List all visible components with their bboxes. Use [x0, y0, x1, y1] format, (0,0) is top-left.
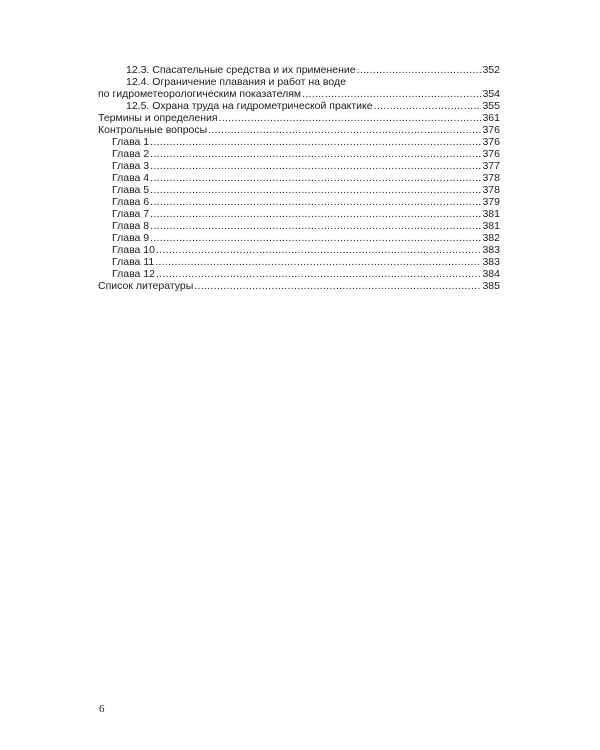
toc-leader-dots: [150, 232, 481, 244]
toc-leader-dots: [155, 256, 481, 268]
toc-leader-dots: [150, 220, 481, 232]
toc-entry-page: 384: [482, 268, 500, 280]
toc-entry-label: 12.3. Спасательные средства и их применение: [126, 64, 356, 76]
toc-leader-dots: [208, 124, 481, 136]
toc-entry-page: 382: [482, 232, 500, 244]
toc-entry: [98, 208, 500, 220]
toc-entry: [98, 220, 500, 232]
toc-entry-page: 352: [482, 64, 500, 76]
toc-entry: [98, 112, 500, 124]
toc-entry: [98, 184, 500, 196]
toc-entry-label: Глава 3: [112, 160, 150, 172]
toc-leader-dots: [150, 160, 481, 172]
toc-entry-page: 376: [482, 148, 500, 160]
toc-leader-dots: [194, 280, 481, 292]
toc-entry: [98, 148, 500, 160]
toc-entry-page: 376: [482, 124, 500, 136]
toc-entry: [98, 268, 500, 280]
toc-entry-label: Глава 8: [112, 220, 150, 232]
toc-entry: [98, 172, 500, 184]
toc-entry-label: 12.4. Ограничение плавания и работ на воде: [126, 76, 346, 88]
toc-entry-page: 385: [482, 280, 500, 292]
toc-entry-label: Глава 7: [112, 208, 150, 220]
toc-entry-page: 377: [482, 160, 500, 172]
toc-entry-label: Список литературы: [98, 280, 194, 292]
toc-entry-label: 12.5. Охрана труда на гидрометрической практике: [126, 100, 373, 112]
toc-entry-page: 383: [482, 256, 500, 268]
toc-entry-page: 381: [482, 208, 500, 220]
toc-entry: [98, 136, 500, 148]
toc-leader-dots: [150, 136, 481, 148]
toc-entry-page: 378: [482, 184, 500, 196]
toc-leader-dots: [156, 268, 482, 280]
toc-leader-dots: [156, 244, 482, 256]
toc-entry-label: Глава 4: [112, 172, 150, 184]
toc-entry-page: 383: [482, 244, 500, 256]
toc-leader-dots: [150, 196, 481, 208]
toc-entry: [98, 88, 500, 100]
toc-entry: [98, 124, 500, 136]
toc-leader-dots: [150, 148, 481, 160]
toc-leader-dots: [357, 64, 482, 76]
toc-leader-dots: [374, 100, 482, 112]
toc-entry-page: 361: [482, 112, 500, 124]
toc-entry-page: 376: [482, 136, 500, 148]
toc-entry-page: 381: [482, 220, 500, 232]
toc-entry: [98, 280, 500, 292]
toc-entry-label: Глава 6: [112, 196, 150, 208]
toc-entry: [98, 256, 500, 268]
toc-entry: [98, 196, 500, 208]
toc-entry-page: 355: [482, 100, 500, 112]
toc-entry-label: Термины и определения: [98, 112, 218, 124]
toc-entry: [98, 244, 500, 256]
toc-entry: [98, 76, 500, 88]
toc-entry-label: Глава 5: [112, 184, 150, 196]
toc-entry: [98, 100, 500, 112]
toc-entry-page: 379: [482, 196, 500, 208]
toc-entry: [98, 64, 500, 76]
toc-leader-dots: [150, 184, 481, 196]
toc-entry-label: Контрольные вопросы: [98, 124, 208, 136]
toc-entry-label: Глава 11: [112, 256, 155, 268]
toc-leader-dots: [219, 112, 482, 124]
toc-entry-label: Глава 12: [112, 268, 155, 280]
toc-entry-label: по гидрометеорологическим показателям: [98, 88, 302, 100]
toc-leader-dots: [150, 172, 481, 184]
toc-entry-label: Глава 10: [112, 244, 155, 256]
table-of-contents: [98, 64, 500, 292]
toc-leader-dots: [150, 208, 481, 220]
toc-entry-label: Глава 2: [112, 148, 150, 160]
toc-entry-page: 378: [482, 172, 500, 184]
toc-entry-page: 354: [482, 88, 500, 100]
page-number: 6: [99, 703, 105, 715]
toc-entry: [98, 160, 500, 172]
toc-entry-label: Глава 9: [112, 232, 150, 244]
toc-entry: [98, 232, 500, 244]
toc-entry-label: Глава 1: [112, 136, 150, 148]
toc-leader-dots: [302, 88, 481, 100]
